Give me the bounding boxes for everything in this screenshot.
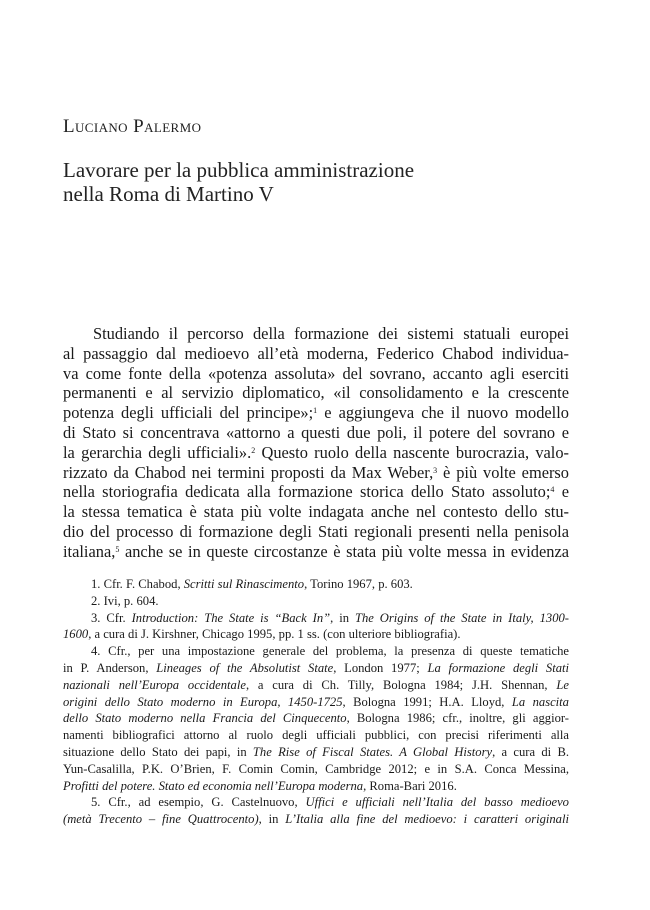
note-text: , in <box>330 610 355 625</box>
body-line <box>63 403 569 423</box>
body-line: di Stato si concentrava «attorno a questi due poli, il potere del sovrano e <box>63 422 569 442</box>
body-line: va come fonte della «potenza assoluta» del sovrano, accanto agli eserciti <box>63 363 569 383</box>
footnote-3-cont <box>63 626 569 643</box>
footnote-4-cont <box>63 710 569 727</box>
body-text-run: nella storiografia dedicata alla formazione storica dello Stato assoluto; <box>63 482 551 502</box>
note-title: La nascita <box>511 694 569 709</box>
footnote-mark[interactable]: 4 <box>550 485 555 495</box>
footnote-3 <box>63 610 569 627</box>
note-text: , Torino 1967, p. 603. <box>304 577 413 591</box>
body-text-run: Questo ruolo della nascente burocrazia, valo- <box>255 442 569 462</box>
note-title: nazionali nell’Europa occidentale <box>63 677 246 692</box>
footnotes <box>63 576 569 828</box>
footnote-4-cont: Yun-Casalilla, P.K. O’Brien, F. Comin Comin, Cambridge 2012; e in S.A. Conca Messina, <box>63 761 569 776</box>
note-text: in P. Anderson, <box>63 660 157 675</box>
note-text: , Bologna 1991; H.A. Lloyd, <box>342 694 512 709</box>
note-title: La formazione degli Stati <box>427 660 569 675</box>
footnote-4-cont <box>63 778 569 795</box>
body-line: Studiando il percorso della formazione dei sistemi statuali europei <box>93 324 569 343</box>
body-line: permanenti e al servizio diplomatico, «il consolidamento e la crescente <box>63 383 569 403</box>
note-title: Le <box>556 677 569 692</box>
footnote-1 <box>63 576 569 593</box>
note-text: , a cura di Ch. Tilly, Bologna 1984; J.H. Shennan, <box>245 677 557 692</box>
note-title: Scritti sul Rinascimento <box>183 577 305 591</box>
note-text: , a cura di J. Kirshner, Chicago 1995, pp. 1 ss. (con ulteriore bibliografia). <box>88 627 461 642</box>
note-text: 1. Cfr. F. Chabod, <box>91 577 184 591</box>
footnote-5-cont <box>63 811 569 828</box>
note-text: , a cura di B. <box>492 744 569 759</box>
note-title: (metà Trecento – fine Quattrocento) <box>63 812 259 827</box>
footnote-mark[interactable]: 2 <box>251 445 256 455</box>
footnote-4-cont: namenti bibliografici attorno al ruolo degli ufficiali pubblici, con precisi riferimenti alla <box>63 728 569 743</box>
body-text-run: e aggiungeva che il nuovo modello <box>317 403 569 423</box>
note-text: , Bologna 1986; cfr., inoltre, gli aggior- <box>346 711 569 726</box>
body-text-run: e <box>554 482 569 502</box>
note-title: Uffici e ufficiali nell’Italia del basso medioevo <box>305 795 569 810</box>
body-line <box>63 443 569 463</box>
note-title: dello Stato moderno nella Francia del Cinquecento <box>63 711 347 726</box>
note-title: The Rise of Fiscal States. A Global History <box>252 744 493 759</box>
footnote-mark[interactable]: 1 <box>313 406 318 416</box>
body-text-run: italiana, <box>63 541 116 561</box>
body-line <box>63 482 569 502</box>
title-line: nella Roma di Martino V <box>63 182 274 206</box>
footnote-mark[interactable]: 5 <box>115 544 120 554</box>
body-text-run: anche se in queste circostanze è stata più volte messa in evidenza <box>119 541 569 561</box>
footnote-4-cont <box>63 660 569 677</box>
footnote-4-cont <box>63 694 569 711</box>
article-title <box>63 158 583 206</box>
note-title: The Origins of the State in Italy, 1300- <box>354 610 569 625</box>
note-title: 1600 <box>63 627 89 642</box>
note-text: , Roma-Bari 2016. <box>363 778 457 793</box>
body-text-run: rizzato da Chabod nei termini proposti da Max Weber, <box>63 462 434 482</box>
note-title: Introduction: The State is “Back In” <box>131 610 331 625</box>
note-text: , in <box>258 812 286 827</box>
body-paragraph <box>63 324 569 562</box>
body-line: al passaggio dal medioevo all’età moderna, Federico Chabod individua- <box>63 343 569 363</box>
body-line: la stessa tematica è stata più volte indagata anche nel contesto dello stu- <box>63 502 569 522</box>
title-line: Lavorare per la pubblica amministrazione <box>63 158 415 182</box>
footnote-mark[interactable]: 3 <box>433 465 438 475</box>
note-title: origini dello Stato moderno in Europa, 1450-1725 <box>63 694 343 709</box>
footnote-4-cont <box>63 677 569 694</box>
note-text: , London 1977; <box>333 660 428 675</box>
note-text: situazione dello Stato dei papi, in <box>63 744 253 759</box>
note-text: 3. Cfr. <box>91 610 132 625</box>
note-text: 5. Cfr., ad esempio, G. Castelnuovo, <box>91 795 306 810</box>
body-line: dio del processo di formazione degli Stati regionali presenti nella penisola <box>63 521 569 541</box>
footnote-4: 4. Cfr., per una impostazione generale del problema, la presenza di queste tematiche <box>91 644 569 659</box>
body-line <box>63 542 569 562</box>
author-name: Luciano Palermo <box>63 116 202 137</box>
note-title: Profitti del potere. Stato ed economia nell’Europa moderna <box>63 778 364 793</box>
footnote-4-cont <box>63 744 569 761</box>
body-text-run: la gerarchia degli ufficiali». <box>63 442 252 462</box>
footnote-5 <box>63 794 569 811</box>
body-text-run: è più volte emerso <box>437 462 569 482</box>
body-line <box>63 463 569 483</box>
body-text-run: potenza degli ufficiali del principe»; <box>63 403 314 423</box>
note-title: L’Italia alla fine del medioevo: i caratteri originali <box>285 812 569 827</box>
footnote-2: 2. Ivi, p. 604. <box>91 593 159 608</box>
note-title: Lineages of the Absolutist State <box>156 660 334 675</box>
